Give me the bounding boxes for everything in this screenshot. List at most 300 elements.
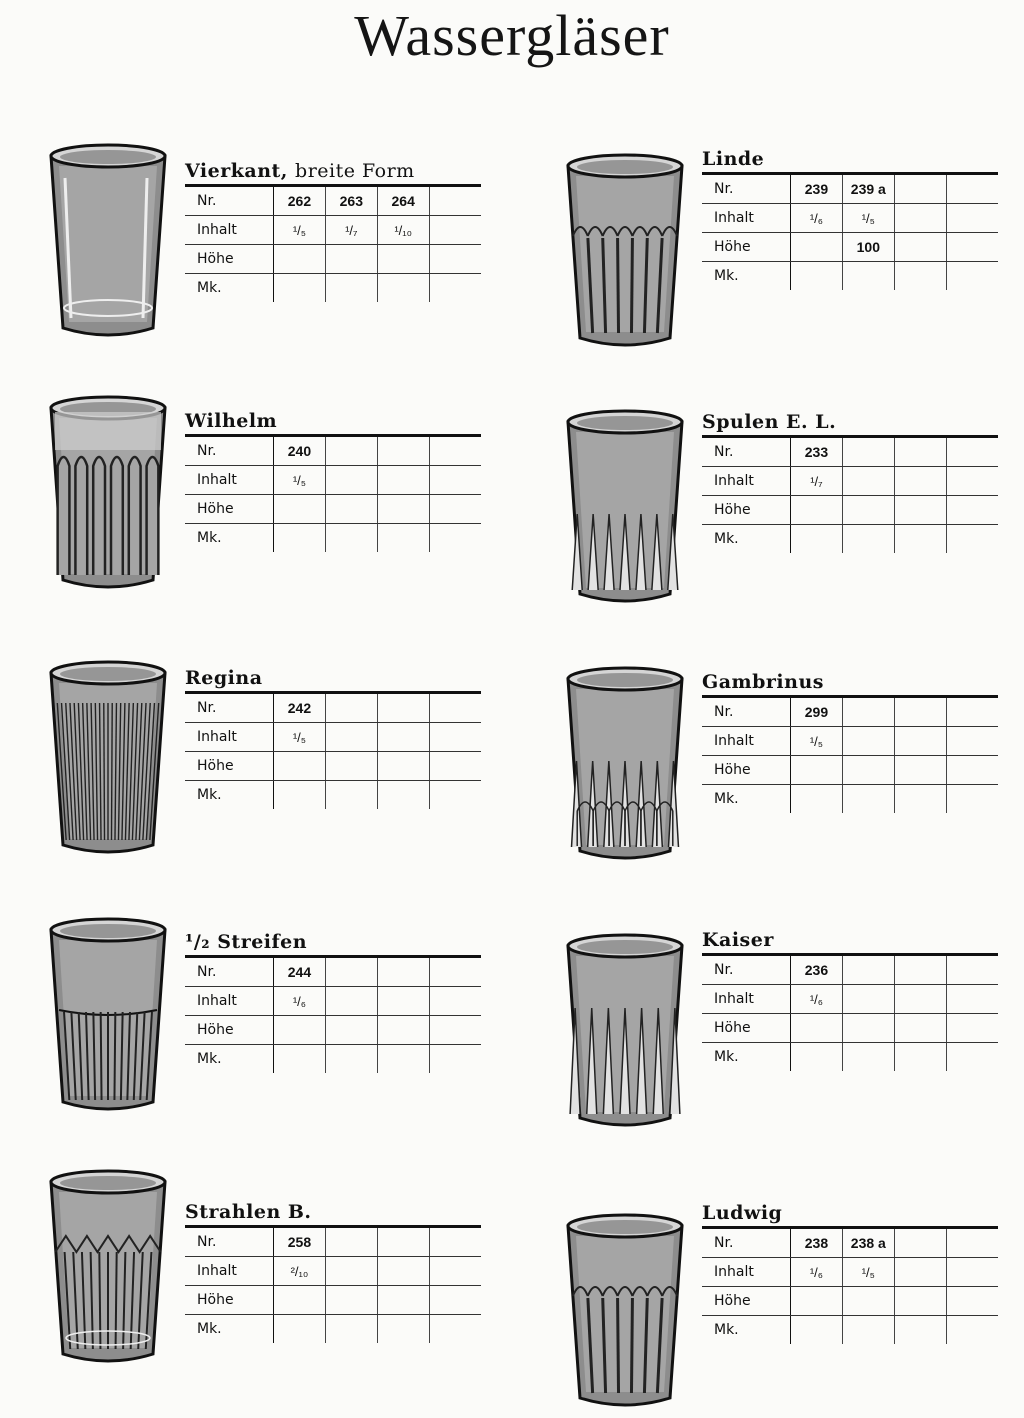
spec-cell bbox=[791, 1287, 843, 1316]
spec-cell bbox=[842, 785, 894, 814]
spec-cell bbox=[274, 274, 326, 303]
spec-table bbox=[702, 1226, 998, 1344]
row-label: Höhe bbox=[702, 1287, 791, 1316]
row-label: Inhalt bbox=[702, 727, 791, 756]
spec-row-nr bbox=[702, 955, 998, 985]
glass-illustration bbox=[33, 1164, 183, 1374]
spec-cell bbox=[791, 262, 843, 291]
row-label: Inhalt bbox=[185, 987, 274, 1016]
spec-cell bbox=[894, 174, 946, 204]
glass-illustration bbox=[33, 655, 183, 865]
glass-name-main: Gambrinus bbox=[702, 671, 824, 693]
spec-cell bbox=[946, 467, 998, 496]
spec-cell: ¹/₇ bbox=[325, 216, 377, 245]
spec-block bbox=[702, 409, 998, 553]
spec-cell bbox=[377, 436, 429, 466]
spec-cell: ¹/₇ bbox=[791, 467, 843, 496]
spec-cell bbox=[274, 752, 326, 781]
spec-cell: 262 bbox=[274, 186, 326, 216]
spec-cell: ¹/₆ bbox=[274, 987, 326, 1016]
row-label: Nr. bbox=[702, 437, 791, 467]
row-label: Inhalt bbox=[702, 1258, 791, 1287]
spec-cell bbox=[377, 752, 429, 781]
spec-row-hoehe bbox=[185, 752, 481, 781]
spec-cell bbox=[377, 1045, 429, 1074]
spec-cell bbox=[842, 467, 894, 496]
glass-illustration bbox=[550, 928, 700, 1138]
spec-row-nr bbox=[185, 436, 481, 466]
row-label: Mk. bbox=[185, 1045, 274, 1074]
glass-name-subtitle: breite Form bbox=[295, 160, 415, 182]
spec-cell bbox=[842, 1014, 894, 1043]
glass-name bbox=[702, 146, 998, 172]
catalog-entry bbox=[33, 655, 533, 885]
row-label: Inhalt bbox=[702, 467, 791, 496]
spec-cell bbox=[377, 524, 429, 553]
spec-cell bbox=[894, 262, 946, 291]
spec-cell bbox=[325, 781, 377, 810]
spec-cell bbox=[894, 985, 946, 1014]
row-label: Mk. bbox=[702, 1316, 791, 1345]
spec-cell bbox=[377, 1257, 429, 1286]
spec-cell bbox=[274, 1286, 326, 1315]
spec-cell bbox=[946, 204, 998, 233]
spec-cell bbox=[946, 727, 998, 756]
spec-row-nr bbox=[185, 1227, 481, 1257]
row-label: Inhalt bbox=[702, 985, 791, 1014]
row-label: Mk. bbox=[702, 262, 791, 291]
spec-row-hoehe bbox=[185, 245, 481, 274]
spec-cell bbox=[894, 955, 946, 985]
glass-name bbox=[702, 669, 998, 695]
spec-row-hoehe bbox=[185, 495, 481, 524]
spec-table bbox=[185, 434, 481, 552]
spec-cell bbox=[842, 756, 894, 785]
spec-block bbox=[702, 669, 998, 813]
spec-cell: 239 a bbox=[842, 174, 894, 204]
spec-cell bbox=[429, 1045, 481, 1074]
row-label: Höhe bbox=[702, 496, 791, 525]
row-label: Inhalt bbox=[185, 216, 274, 245]
catalog-entry bbox=[33, 390, 533, 620]
spec-cell bbox=[894, 1258, 946, 1287]
glass-name bbox=[185, 929, 481, 955]
spec-row-nr bbox=[185, 693, 481, 723]
glass-illustration bbox=[550, 661, 700, 871]
spec-table bbox=[702, 695, 998, 813]
spec-cell bbox=[325, 274, 377, 303]
spec-block bbox=[702, 146, 998, 290]
spec-cell: 239 bbox=[791, 174, 843, 204]
spec-row-nr bbox=[185, 957, 481, 987]
spec-cell bbox=[946, 525, 998, 554]
spec-cell bbox=[842, 496, 894, 525]
spec-cell bbox=[894, 697, 946, 727]
spec-cell bbox=[842, 437, 894, 467]
spec-cell bbox=[429, 693, 481, 723]
spec-row-inhalt bbox=[185, 1257, 481, 1286]
spec-cell bbox=[429, 1286, 481, 1315]
spec-cell bbox=[377, 495, 429, 524]
spec-cell bbox=[274, 1315, 326, 1344]
catalog-entry bbox=[33, 138, 533, 368]
spec-table bbox=[702, 172, 998, 290]
spec-cell: 100 bbox=[842, 233, 894, 262]
spec-cell bbox=[894, 1287, 946, 1316]
spec-row-hoehe bbox=[702, 756, 998, 785]
spec-cell bbox=[791, 233, 843, 262]
spec-cell bbox=[325, 436, 377, 466]
spec-cell: ¹/₅ bbox=[842, 1258, 894, 1287]
spec-cell: 242 bbox=[274, 693, 326, 723]
spec-cell bbox=[946, 697, 998, 727]
spec-cell: 238 bbox=[791, 1228, 843, 1258]
spec-cell bbox=[894, 1316, 946, 1345]
row-label: Höhe bbox=[702, 233, 791, 262]
spec-cell: 264 bbox=[377, 186, 429, 216]
spec-cell bbox=[429, 274, 481, 303]
spec-block bbox=[185, 665, 481, 809]
spec-cell bbox=[325, 1257, 377, 1286]
spec-block bbox=[185, 1199, 481, 1343]
glass-illustration bbox=[550, 148, 700, 358]
spec-cell bbox=[325, 466, 377, 495]
spec-cell bbox=[429, 987, 481, 1016]
spec-row-mk bbox=[185, 274, 481, 303]
row-label: Nr. bbox=[185, 1227, 274, 1257]
spec-cell bbox=[894, 1014, 946, 1043]
row-label: Inhalt bbox=[702, 204, 791, 233]
catalog-entry bbox=[550, 390, 1024, 620]
spec-cell bbox=[842, 697, 894, 727]
spec-row-inhalt bbox=[185, 466, 481, 495]
catalog-entry bbox=[550, 655, 1024, 885]
spec-cell bbox=[946, 262, 998, 291]
spec-cell: 244 bbox=[274, 957, 326, 987]
spec-table bbox=[185, 184, 481, 302]
spec-cell: ¹/₁₀ bbox=[377, 216, 429, 245]
spec-cell: ²/₁₀ bbox=[274, 1257, 326, 1286]
row-label: Nr. bbox=[185, 186, 274, 216]
spec-row-inhalt bbox=[702, 985, 998, 1014]
spec-cell bbox=[946, 985, 998, 1014]
row-label: Mk. bbox=[702, 525, 791, 554]
spec-cell bbox=[946, 1258, 998, 1287]
glass-name bbox=[185, 408, 481, 434]
spec-cell bbox=[946, 174, 998, 204]
glass-name bbox=[702, 1200, 998, 1226]
spec-cell bbox=[946, 496, 998, 525]
spec-cell bbox=[274, 245, 326, 274]
row-label: Nr. bbox=[702, 955, 791, 985]
spec-cell bbox=[946, 1228, 998, 1258]
spec-cell: ¹/₆ bbox=[791, 204, 843, 233]
glass-name-main: Linde bbox=[702, 148, 765, 170]
spec-row-mk bbox=[185, 524, 481, 553]
spec-cell: ¹/₅ bbox=[791, 727, 843, 756]
spec-cell bbox=[894, 756, 946, 785]
spec-cell bbox=[325, 1045, 377, 1074]
spec-cell bbox=[946, 785, 998, 814]
spec-cell bbox=[325, 987, 377, 1016]
spec-row-nr bbox=[702, 697, 998, 727]
spec-row-nr bbox=[185, 186, 481, 216]
spec-cell bbox=[946, 1316, 998, 1345]
spec-row-mk bbox=[702, 525, 998, 554]
glass-name-main: Spulen E. L. bbox=[702, 411, 837, 433]
glass-illustration bbox=[33, 138, 183, 348]
spec-row-mk bbox=[185, 1315, 481, 1344]
row-label: Nr. bbox=[702, 1228, 791, 1258]
row-label: Mk. bbox=[702, 785, 791, 814]
glass-name bbox=[702, 927, 998, 953]
spec-cell bbox=[377, 957, 429, 987]
row-label: Mk. bbox=[185, 274, 274, 303]
spec-cell bbox=[791, 525, 843, 554]
spec-cell bbox=[325, 693, 377, 723]
spec-row-nr bbox=[702, 1228, 998, 1258]
spec-cell bbox=[325, 752, 377, 781]
row-label: Höhe bbox=[185, 1286, 274, 1315]
spec-cell bbox=[791, 1014, 843, 1043]
spec-block bbox=[185, 929, 481, 1073]
spec-row-mk bbox=[702, 1043, 998, 1072]
glass-name bbox=[702, 409, 998, 435]
spec-cell bbox=[325, 245, 377, 274]
row-label: Inhalt bbox=[185, 1257, 274, 1286]
row-label: Inhalt bbox=[185, 466, 274, 495]
spec-row-hoehe bbox=[185, 1286, 481, 1315]
spec-cell bbox=[377, 1227, 429, 1257]
glass-name-main: ¹/₂ Streifen bbox=[185, 931, 308, 953]
row-label: Mk. bbox=[185, 524, 274, 553]
spec-cell: ¹/₅ bbox=[842, 204, 894, 233]
row-label: Höhe bbox=[185, 1016, 274, 1045]
spec-row-mk bbox=[702, 262, 998, 291]
spec-cell bbox=[842, 1287, 894, 1316]
spec-cell: 299 bbox=[791, 697, 843, 727]
glass-name bbox=[185, 158, 481, 184]
spec-cell bbox=[274, 781, 326, 810]
spec-cell bbox=[377, 466, 429, 495]
spec-cell: 240 bbox=[274, 436, 326, 466]
row-label: Nr. bbox=[702, 697, 791, 727]
spec-cell bbox=[946, 1014, 998, 1043]
glass-illustration bbox=[550, 1208, 700, 1418]
spec-cell: 233 bbox=[791, 437, 843, 467]
spec-cell bbox=[429, 216, 481, 245]
spec-table bbox=[702, 435, 998, 553]
spec-row-mk bbox=[702, 1316, 998, 1345]
spec-cell bbox=[946, 1043, 998, 1072]
spec-cell bbox=[842, 1043, 894, 1072]
spec-table bbox=[702, 953, 998, 1071]
glass-illustration bbox=[550, 404, 700, 614]
spec-row-mk bbox=[185, 1045, 481, 1074]
row-label: Nr. bbox=[185, 957, 274, 987]
spec-table bbox=[185, 1225, 481, 1343]
spec-cell bbox=[429, 1016, 481, 1045]
page-title: Wassergläser bbox=[354, 3, 670, 68]
spec-row-inhalt bbox=[185, 723, 481, 752]
spec-cell bbox=[429, 1315, 481, 1344]
catalog-entry bbox=[33, 1164, 533, 1394]
catalog-entry bbox=[550, 1164, 1024, 1394]
spec-cell bbox=[429, 524, 481, 553]
spec-cell bbox=[274, 495, 326, 524]
spec-row-inhalt bbox=[185, 987, 481, 1016]
spec-cell bbox=[946, 437, 998, 467]
spec-cell bbox=[274, 524, 326, 553]
glass-name-main: Vierkant, bbox=[185, 160, 288, 182]
spec-cell bbox=[842, 262, 894, 291]
spec-cell bbox=[946, 756, 998, 785]
spec-cell bbox=[894, 785, 946, 814]
spec-row-hoehe bbox=[702, 1287, 998, 1316]
spec-row-mk bbox=[185, 781, 481, 810]
spec-cell bbox=[946, 955, 998, 985]
spec-row-hoehe bbox=[702, 1014, 998, 1043]
spec-table bbox=[185, 691, 481, 809]
spec-cell: ¹/₅ bbox=[274, 216, 326, 245]
spec-cell bbox=[791, 785, 843, 814]
spec-cell bbox=[325, 1286, 377, 1315]
spec-cell bbox=[274, 1016, 326, 1045]
spec-cell: 258 bbox=[274, 1227, 326, 1257]
spec-cell bbox=[377, 274, 429, 303]
spec-cell bbox=[429, 495, 481, 524]
spec-cell bbox=[429, 781, 481, 810]
glass-name-main: Strahlen B. bbox=[185, 1201, 312, 1223]
spec-cell bbox=[377, 781, 429, 810]
row-label: Höhe bbox=[185, 495, 274, 524]
spec-cell bbox=[429, 436, 481, 466]
spec-row-nr bbox=[702, 174, 998, 204]
spec-cell bbox=[325, 495, 377, 524]
spec-cell bbox=[325, 524, 377, 553]
spec-cell bbox=[377, 1286, 429, 1315]
spec-row-inhalt bbox=[185, 216, 481, 245]
spec-cell bbox=[894, 525, 946, 554]
spec-row-hoehe bbox=[185, 1016, 481, 1045]
spec-cell bbox=[377, 245, 429, 274]
spec-cell bbox=[377, 693, 429, 723]
spec-table bbox=[185, 955, 481, 1073]
spec-row-nr bbox=[702, 437, 998, 467]
row-label: Höhe bbox=[702, 1014, 791, 1043]
spec-cell bbox=[429, 186, 481, 216]
glass-name bbox=[185, 1199, 481, 1225]
glass-name bbox=[185, 665, 481, 691]
row-label: Nr. bbox=[185, 693, 274, 723]
row-label: Höhe bbox=[185, 245, 274, 274]
spec-cell bbox=[325, 723, 377, 752]
spec-cell bbox=[325, 1227, 377, 1257]
glass-illustration bbox=[33, 912, 183, 1122]
spec-cell bbox=[894, 233, 946, 262]
spec-cell: ¹/₅ bbox=[274, 723, 326, 752]
spec-cell bbox=[274, 1045, 326, 1074]
catalog-entry bbox=[550, 138, 1024, 368]
spec-cell bbox=[842, 1316, 894, 1345]
glass-illustration bbox=[33, 390, 183, 600]
glass-name-main: Ludwig bbox=[702, 1202, 783, 1224]
spec-cell bbox=[894, 1043, 946, 1072]
row-label: Mk. bbox=[185, 781, 274, 810]
spec-row-inhalt bbox=[702, 204, 998, 233]
spec-cell bbox=[429, 1227, 481, 1257]
spec-cell bbox=[894, 1228, 946, 1258]
spec-cell bbox=[429, 752, 481, 781]
spec-row-hoehe bbox=[702, 233, 998, 262]
spec-block bbox=[702, 1200, 998, 1344]
spec-cell: ¹/₆ bbox=[791, 1258, 843, 1287]
spec-block bbox=[185, 158, 481, 302]
spec-row-hoehe bbox=[702, 496, 998, 525]
spec-cell bbox=[842, 985, 894, 1014]
spec-row-inhalt bbox=[702, 467, 998, 496]
spec-cell: 263 bbox=[325, 186, 377, 216]
spec-cell bbox=[842, 727, 894, 756]
spec-cell bbox=[791, 756, 843, 785]
spec-cell bbox=[325, 1016, 377, 1045]
spec-cell bbox=[377, 987, 429, 1016]
spec-block bbox=[702, 927, 998, 1071]
spec-cell bbox=[842, 955, 894, 985]
spec-cell bbox=[429, 245, 481, 274]
spec-cell bbox=[377, 1315, 429, 1344]
spec-cell: ¹/₆ bbox=[791, 985, 843, 1014]
spec-cell bbox=[894, 204, 946, 233]
row-label: Mk. bbox=[702, 1043, 791, 1072]
glass-name-main: Regina bbox=[185, 667, 263, 689]
row-label: Inhalt bbox=[185, 723, 274, 752]
spec-cell bbox=[946, 233, 998, 262]
spec-cell bbox=[842, 525, 894, 554]
catalog-entry bbox=[33, 912, 533, 1142]
row-label: Mk. bbox=[185, 1315, 274, 1344]
spec-cell bbox=[894, 496, 946, 525]
spec-cell bbox=[377, 1016, 429, 1045]
spec-cell bbox=[429, 1257, 481, 1286]
row-label: Höhe bbox=[702, 756, 791, 785]
glass-name-main: Kaiser bbox=[702, 929, 774, 951]
spec-row-inhalt bbox=[702, 1258, 998, 1287]
spec-row-mk bbox=[702, 785, 998, 814]
row-label: Nr. bbox=[185, 436, 274, 466]
spec-cell bbox=[791, 1043, 843, 1072]
spec-cell bbox=[791, 1316, 843, 1345]
spec-cell bbox=[325, 1315, 377, 1344]
spec-cell bbox=[429, 723, 481, 752]
row-label: Höhe bbox=[185, 752, 274, 781]
spec-cell bbox=[791, 496, 843, 525]
spec-cell bbox=[377, 723, 429, 752]
spec-cell bbox=[429, 957, 481, 987]
spec-cell: ¹/₅ bbox=[274, 466, 326, 495]
spec-cell bbox=[894, 467, 946, 496]
glass-name-main: Wilhelm bbox=[185, 410, 278, 432]
spec-cell bbox=[946, 1287, 998, 1316]
spec-block bbox=[185, 408, 481, 552]
spec-cell bbox=[894, 727, 946, 756]
spec-cell: 238 a bbox=[842, 1228, 894, 1258]
row-label: Nr. bbox=[702, 174, 791, 204]
spec-row-inhalt bbox=[702, 727, 998, 756]
spec-cell bbox=[894, 437, 946, 467]
spec-cell bbox=[325, 957, 377, 987]
spec-cell: 236 bbox=[791, 955, 843, 985]
